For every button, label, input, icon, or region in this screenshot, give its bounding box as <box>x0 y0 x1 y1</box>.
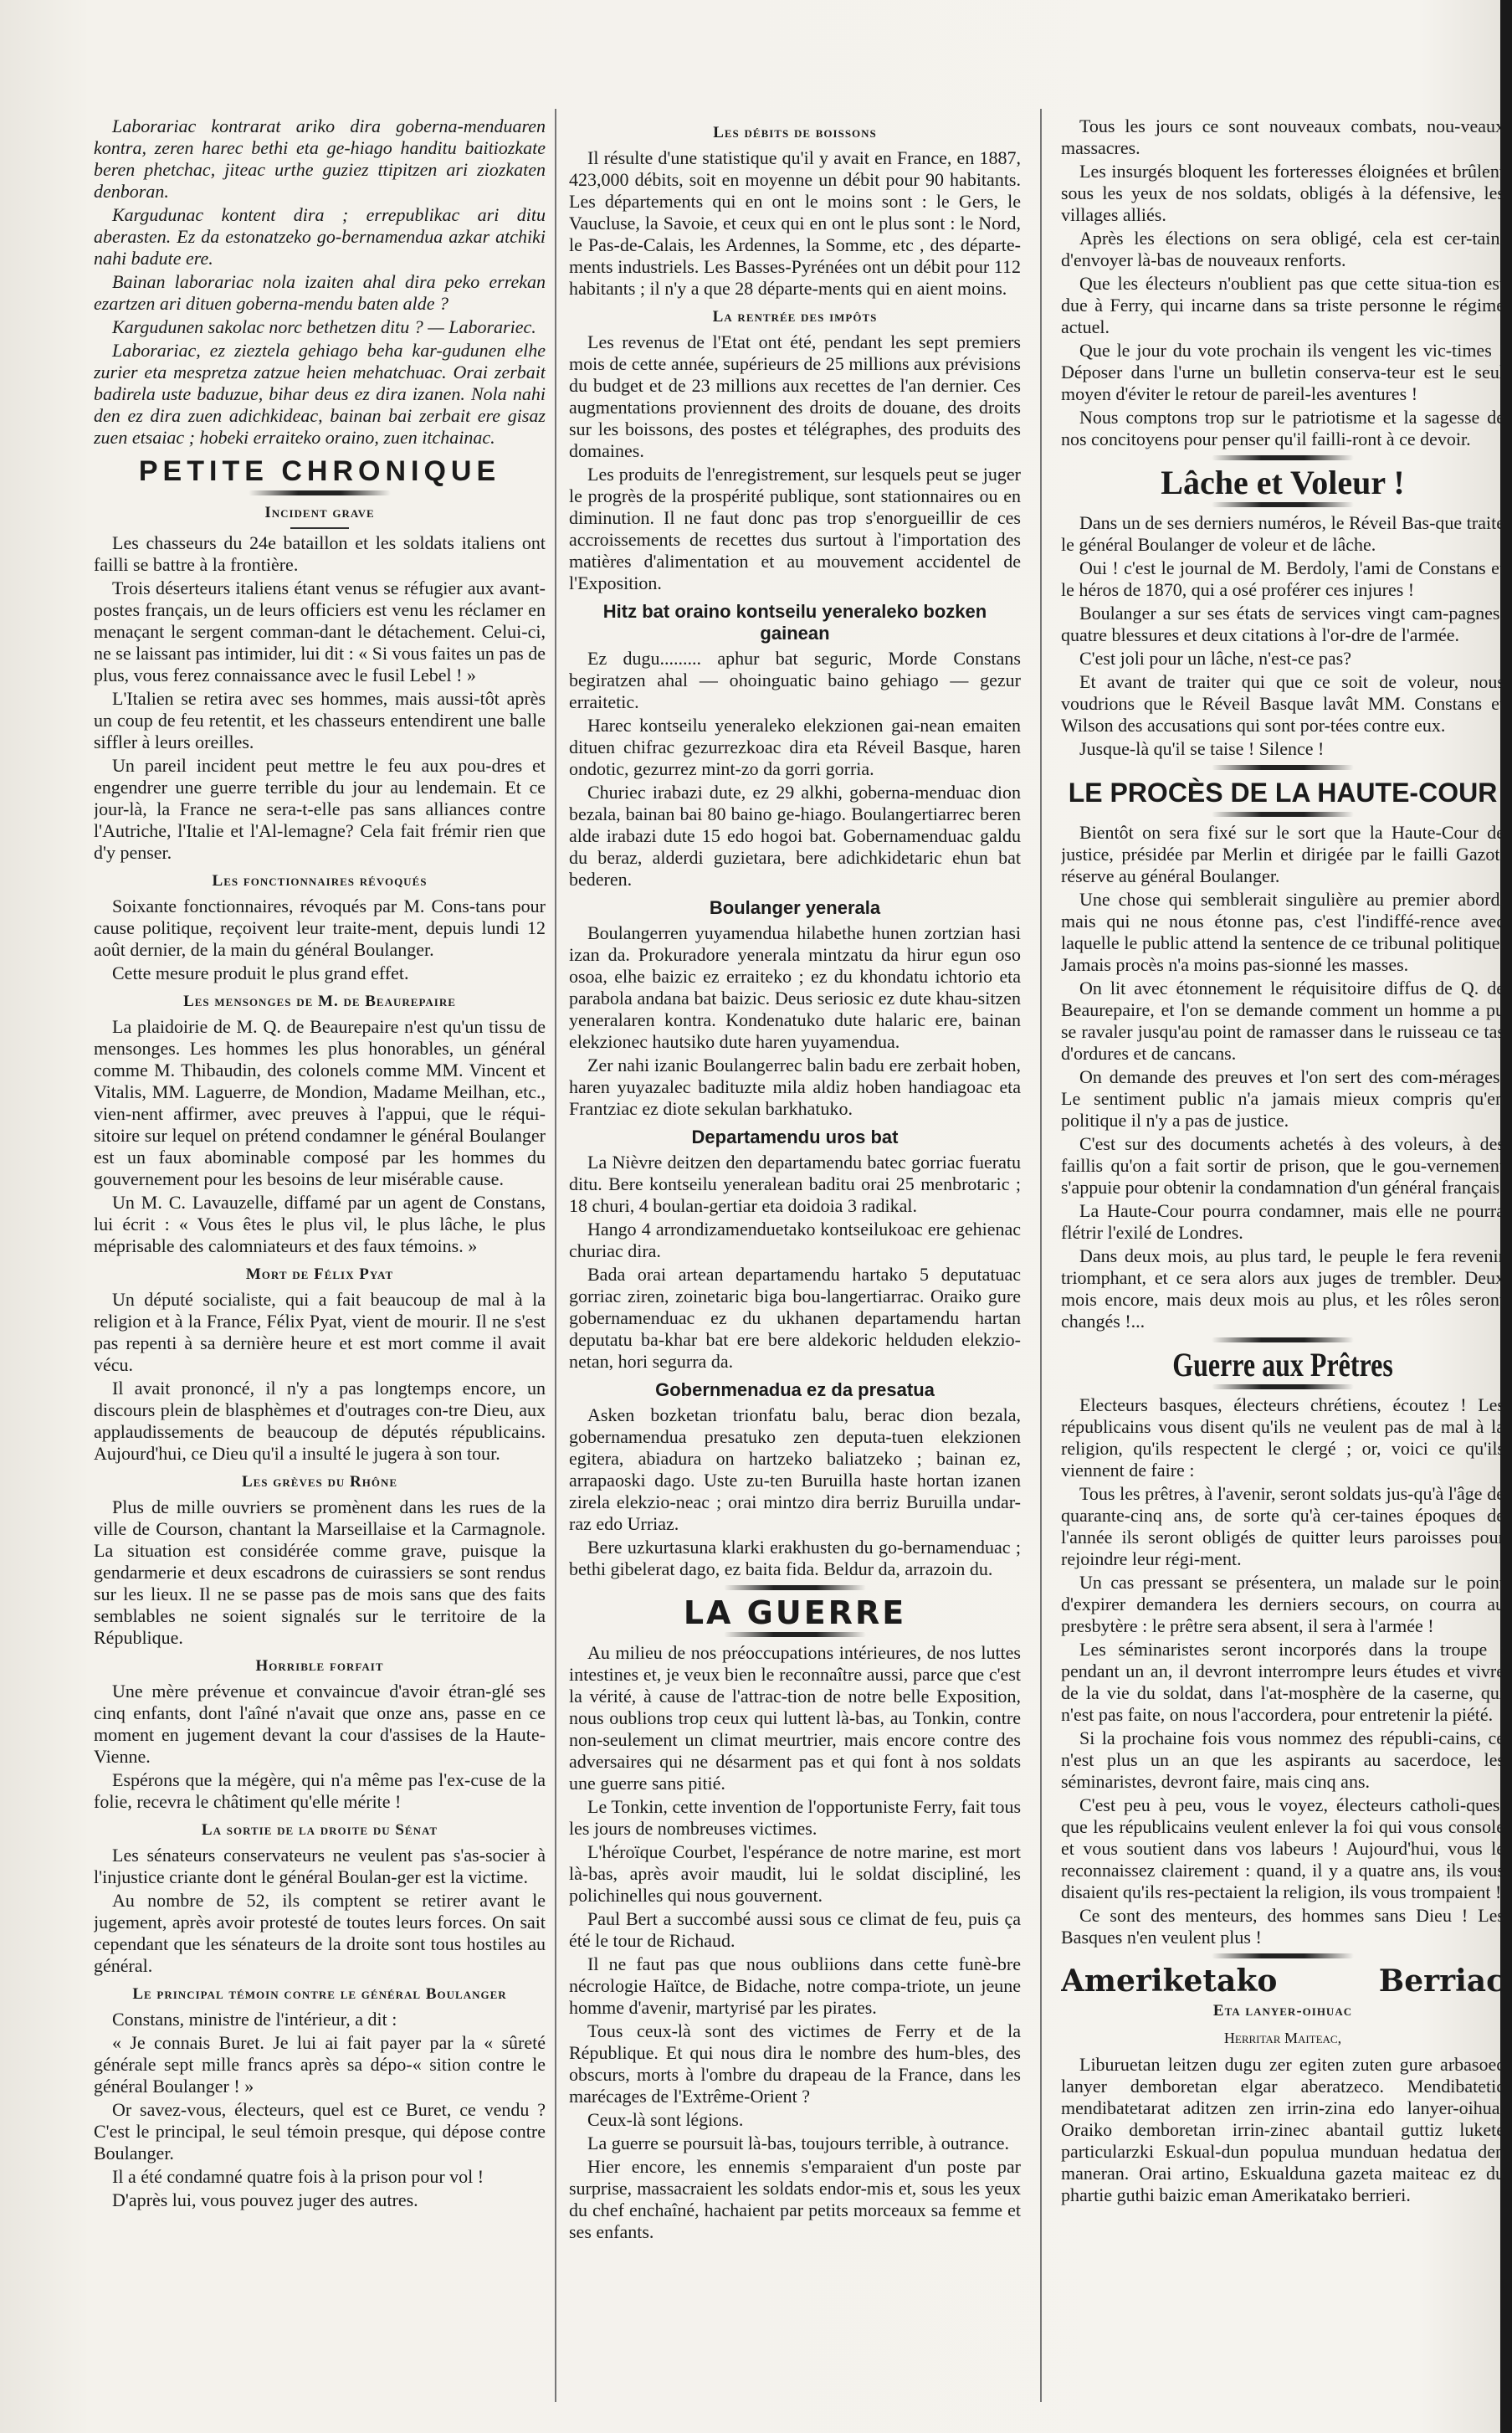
paragraph: Plus de mille ouvriers se promènent dans les rues de la ville de Courson, chantant la Marseillaise et la Carmagnole. La situation est considérée comme grave, puisque la gendarmerie et deux escadrons de cuirassiers se sont rendus sur les lieux. Il ne se passe pas de mois sans que des faits semblables ne soient signalés sur le territoire de la République. <box>94 1496 546 1648</box>
paragraph: On lit avec étonnement le réquisitoire diffus de Q. de Beaurepaire, et l'on se demande comment un homme a pu se ravaler jusqu'au point de ramasser dans le ruisseau ce tas d'ordures et de cancans. <box>1061 978 1504 1064</box>
paragraph: Un M. C. Lavauzelle, diffamé par un agent de Constans, lui écrit : « Vous êtes le plus vil, le plus lâche, le plus méprisable des calomniateurs et des faux témoins. » <box>94 1192 546 1256</box>
paragraph: Constans, ministre de l'intérieur, a dit : <box>112 2009 397 2030</box>
paragraph: Après les élections on sera obligé, cela est cer-tain, d'envoyer là-bas de nouveaux renforts. <box>1061 228 1504 270</box>
article-heading: Le principal témoin contre le général Boulanger <box>132 1985 507 2003</box>
basque-intro-article <box>94 115 546 449</box>
paragraph: Or savez-vous, électeurs, quel est ce Buret, ce vendu ? C'est le principal, le seul témoin presque, qui dépose contre Boulanger. <box>94 2099 546 2164</box>
paragraph: D'après lui, vous pouvez juger des autres. <box>112 2189 418 2210</box>
paragraph: Dans un de ses derniers numéros, le Réveil Bas-que traite le général Boulanger de voleur et de lâche. <box>1061 512 1504 555</box>
paragraph: Hango 4 arrondizamenduetako kontseilukoac ere gehienac churiac dira. <box>569 1219 1021 1261</box>
article-heading: Hitz bat oraino kontseilu yeneraleko bozken gainean <box>602 601 987 644</box>
paragraph: Soixante fonctionnaires, révoqués par M. Cons-tans pour cause politique, reçoivent leur traite-ment, depuis lundi 12 août dernier, de la main du général Boulanger. <box>94 896 546 960</box>
article-heading: Boulanger yenerala <box>709 897 881 918</box>
paragraph: Electeurs basques, électeurs chrétiens, écoutez ! Les républicains vous disent qu'ils ne veulent pas de mal à la religion, qu'ils respectent le clergé ; or, voici ce qu'ils viennent de faire : <box>1061 1394 1504 1481</box>
paragraph: Jusque-là qu'il se taise ! Silence ! <box>1079 738 1325 759</box>
paragraph: Il a été condamné quatre fois à la prison pour vol ! <box>112 2166 484 2187</box>
paragraph: Espérons que la mégère, qui n'a même pas l'ex-cuse de la folie, recevra le châtiment qu'elle mérite ! <box>94 1769 546 1812</box>
column-rule <box>555 109 556 2402</box>
paragraph: L'héroïque Courbet, l'espérance de notre marine, est mort là-bas, après avoir maudit, lui le soldat discipliné, les polichinelles qui nous gouvernent. <box>569 1841 1021 1906</box>
section-divider <box>1212 1953 1354 1958</box>
salutation: Herritar Maiteac, <box>1223 2030 1342 2046</box>
section-divider <box>724 1585 866 1590</box>
divider <box>290 527 349 529</box>
paragraph: Tous les jours ce sont nouveaux combats, nou-veaux massacres. <box>1061 115 1504 158</box>
paragraph: Une chose qui semblerait singulière au premier abord, mais qui ne nous étonne pas, c'est l'indiffé-rence avec laquelle le public attend la sentence de ce tribunal politique. Jamais procès n'a moins pas-sionné les masses. <box>1061 889 1504 975</box>
paragraph: Bainan laborariac nola izaiten ahal dira peko errekan ezartzen ari dituen goberna-mendu baten alde ? <box>94 271 546 314</box>
paragraph: La Haute-Cour pourra condamner, mais elle ne pourra flétrir l'exilé de Londres. <box>1061 1200 1504 1243</box>
paragraph: Bientôt on sera fixé sur le sort que la Haute-Cour de justice, présidée par Merlin et dirigée par le failli Gazot, réserve au général Boulanger. <box>1061 822 1504 886</box>
article-heading: Gobernmenadua ez da presatua <box>655 1379 935 1400</box>
paragraph: Que les électeurs n'oublient pas que cette situa-tion est due à Ferry, qui incarne dans sa triste personne le régime actuel. <box>1061 273 1504 337</box>
paragraph: Liburuetan leitzen dugu zer egiten zuten gure arbasoec lanyer demboretan elgar aberatzeco. Mendibatetic mendibatetarat aditzen zen irrin-zina edo lanyer-oihua. Oraiko demboretan irrin-zinec abantail guttiz lukete particularzki Eskual-dun populua munduan hedatua den maneran. Orai artino, Eskualduna gazeta maiteac ez du phartie guthi baizic eman Amerikatako berrieri. <box>1061 2054 1504 2205</box>
paragraph: Au milieu de nos préoccupations intérieures, de nos luttes intestines et, je veux bien le reconnaître aussi, parce que c'est la vérité, à cause de l'attrac-tion de notre belle Exposition, nous oublions trop ceux qui luttent là-bas, au Tonkin, contre non-seulement un climat meurtrier, mais encore contre des adversaires qui ne désarment pas et qui font à nos soldats une guerre sans pitié. <box>569 1642 1021 1794</box>
section-title-petite-chronique: PETITE CHRONIQUE <box>138 455 501 487</box>
paragraph: Ceux-là sont légions. <box>587 2109 744 2130</box>
article-heading: La rentrée des impôts <box>712 308 878 326</box>
article-heading: Les grèves du Rhône <box>241 1473 398 1491</box>
paragraph: « Je connais Buret. Je lui ai fait payer par la « sûreté générale sept mille francs après sa dépo-« sition contre le général Boulanger ! » <box>94 2032 546 2097</box>
paragraph: Le Tonkin, cette invention de l'opportuniste Ferry, fait tous les jours de nombreuses victimes. <box>569 1796 1021 1839</box>
section-title-guerre-aux-pretres: Guerre aux Prêtres <box>1172 1346 1393 1383</box>
article-heading: La sortie de la droite du Sénat <box>201 1821 438 1839</box>
section-title-la-guerre: LA GUERRE <box>683 1594 907 1631</box>
paragraph: Un cas pressant se présentera, un malade sur le point d'expirer demandera les derniers secours, on courra au presbytère : le prêtre sera absent, il sera à l'armée ! <box>1061 1572 1504 1636</box>
paragraph: C'est joli pour un lâche, n'est-ce pas? <box>1079 648 1351 669</box>
section-divider <box>1212 765 1354 770</box>
paragraph: Si la prochaine fois vous nommez des républi-cains, ce n'est plus un an que les aspirants au sacerdoce, les séminaristes, devront faire, mais cinq ans. <box>1061 1727 1504 1792</box>
paragraph: Harec kontseilu yeneraleko elekzionen gai-nean emaiten dituen chifrac gezurrezkoac dira eta Réveil Basque, haren ondotic, gezurrez mint-zo da gorri gorria. <box>569 715 1021 779</box>
paragraph: Nous comptons trop sur le patriotisme et la sagesse de nos concitoyens pour penser qu'il failli-ront à ce devoir. <box>1061 407 1504 449</box>
article-heading: Incident grave <box>264 504 375 521</box>
paragraph: Les produits de l'enregistrement, sur lesquels peut se juger le progrès de la prospérité publique, sont stationnaires ou en diminution. Il ne faut donc pas trop s'enorgueillir de ces accroissements de recettes dus surtout à l'importation des matières d'alimentation et au mouvement accidentel de l'Exposition. <box>569 464 1021 593</box>
paragraph: Les chasseurs du 24e bataillon et les soldats italiens ont failli se battre à la frontière. <box>94 532 546 575</box>
title-ornament <box>1212 1384 1354 1389</box>
paragraph: Tous ceux-là sont des victimes de Ferry et de la République. Et qui nous dira le nombre des hum-bles, des obscurs, morts à l'ombre du drapeau de la France, dans les marécages de l'Extrême-Orient ? <box>569 2020 1021 2107</box>
article-heading: Departamendu uros bat <box>691 1127 899 1147</box>
paragraph: Les insurgés bloquent les forteresses éloignées et brûlent sous les yeux de nos soldats, obligés à la défensive, les villages alliés. <box>1061 161 1504 225</box>
paragraph: Laborariac, ez zieztela gehiago beha kar-gudunen elhe zurier eta mespretza zatzue heien mehatchuac. Orai zerbait badirela uste baduzue, bihar deus ez dira izanen. Nola nahi den ez dira zuen adichkideac, bainan bai zerbait ere gisaz zuen etsaiac ; hobeki erraiteko oraino, zuen itchainac. <box>94 340 546 448</box>
section-title-lache-et-voleur: Lâche et Voleur ! <box>1161 464 1405 501</box>
paragraph: L'Italien se retira avec ses hommes, mais aussi-tôt après un coup de feu retentit, et les chasseurs entendirent une balle siffler à leurs oreilles. <box>94 688 546 752</box>
paragraph: C'est sur des documents achetés à des voleurs, à des faillis qu'on a fait sortir de prison, que le gou-vernement s'appuie pour obtenir la condamnation d'un général français. <box>1061 1133 1504 1198</box>
paragraph: Boulangerren yuyamendua hilabethe hunen zortzian hasi izan da. Prokuradore yenerala mintzatu da hirur egun oso osoa, elhe baizic ez erraiteko ; ez du khondatu ichtorio eta parabola andana bat baizic. Deus seriosic ez dute khau-sitzen yeneralaren kontra. Kondenatuko dute halaric ere, bainan elekzionec hautsiko dute haren yuyamendua. <box>569 922 1021 1052</box>
paragraph: Il résulte d'une statistique qu'il y avait en France, en 1887, 423,000 débits, soit en moyenne un débit pour 90 habitants. Les départements qui en ont le moins sont : le Gers, le Vaucluse, la Savoie, et ceux qui en ont le plus sont : le Nord, le Pas-de-Calais, les Ardennes, la Somme, etc , des départe-ments industriels. Les Basses-Pyrénées ont un débit pour 112 habitants ; il n'y a que 28 départe-ments qui en aient moins. <box>569 147 1021 299</box>
paragraph: Les revenus de l'Etat ont été, pendant les sept premiers mois de cette année, supérieurs de 25 millions aux prévisions du budget et de 23 millions aux recettes de l'an dernier. Ces augmentations proviennent des droits de douane, des droits sur les boissons, des postes et télégraphes, des produits des domaines. <box>569 331 1021 461</box>
article-heading: Mort de Félix Pyat <box>245 1265 394 1283</box>
paragraph: Les séminaristes seront incorporés dans la troupe ; pendant un an, il devront interrompre leurs études et vivre de la vie du soldat, dans l'at-mosphère de la caserne, qui n'est pas faite, on nous l'accordera, pour entretenir la piété. <box>1061 1639 1504 1725</box>
article-subheading: Eta lanyer-oihuac <box>1212 2002 1353 2020</box>
paragraph: Bada orai artean departamendu hartako 5 deputatuac gorriac ziren, zoinetaric biga bou-langertiarrac. Oraiko gure gobernamenduac ez du ukhanen departamendu hartan deputatu ba-khar bat ere bere aldekoric helduden elekzio-netan, hori segurra da. <box>569 1264 1021 1372</box>
paragraph: Paul Bert a succombé aussi sous ce climat de feu, puis ça été le tour de Richaud. <box>569 1908 1021 1951</box>
section-title-amerikako-berriac: Ameriketako Berriac <box>1061 1963 1504 1999</box>
paragraph: Et avant de traiter qui que ce soit de voleur, nous voudrions que le Réveil Basque lavât MM. Constans et Wilson des accusations qui sont por-tées contre eux. <box>1061 671 1504 736</box>
section-divider <box>1212 1337 1354 1342</box>
paragraph: La plaidoirie de M. Q. de Beaurepaire n'est qu'un tissu de mensonges. Les hommes les plus honorables, un général comme M. Thibaudin, des colonels comme MM. Vincent et Vitalis, MM. Laguerre, de Mondion, Madame Meilhan, etc., vien-nent affirmer, avec preuves à l'appui, que le réqui-sitoire sur lequel on prétend condamner le général Boulanger est un faux abominable composé par les hommes du gouvernement pour les besoins de leur misérable cause. <box>94 1016 546 1189</box>
article-heading: Les débits de boissons <box>713 124 877 141</box>
section-divider <box>1212 455 1354 460</box>
paragraph: Bere uzkurtasuna klarki erakhusten du go-bernamenduac ; bethi gibelerat dago, ez baita fida. Beldur da, arrazoin du. <box>569 1537 1021 1579</box>
paragraph: Un député socialiste, qui a fait beaucoup de mal à la religion et à la France, Félix Pyat, vient de mourir. Il ne s'est pas repenti à sa dernière heure et est mort comme il avait vécu. <box>94 1289 546 1375</box>
paragraph: Il avait prononcé, il n'y a pas longtemps encore, un discours plein de blasphèmes et d'outrages con-tre Dieu, aux applaudissements de beaucoup de députés républicains. Aujourd'hui, ce Dieu qu'il a insulté le jugera à son tour. <box>94 1378 546 1464</box>
paragraph: Ce sont des menteurs, des hommes sans Dieu ! Les Basques n'en veulent plus ! <box>1061 1905 1504 1948</box>
paragraph: Kargudunen sakolac norc bethetzen ditu ? — Laborariec. <box>112 316 536 337</box>
paragraph: Asken bozketan trionfatu balu, berac dion bezala, gobernamendua presatuko zen deputa-tuen elekzionen egitera, abiadura on hartzeko baliatzeko ; bainan ez, arrapaoski dago. Uste zu-ten Buruilla haste hortan izanen zirela elekzio-neac ; orai mintzo dira berriz Buruilla undar-raz edo Urriaz. <box>569 1404 1021 1534</box>
paragraph: Churiec irabazi dute, ez 29 alkhi, goberna-menduac dion bezala, bainan bai 80 baino ge-hiago. Boulangertiarrec beren alde irabazi dute 15 edo hogoi bat. Gobernamenduac galdu du beraz, alderdi guzietara, bere adichkidetaric ehun bat bederen. <box>569 782 1021 890</box>
paragraph: Cette mesure produit le plus grand effet. <box>112 962 409 983</box>
paragraph: La Nièvre deitzen den departamendu batec gorriac fueratu ditu. Bere kontseilu yeneralean baditu orai 25 menbrotaric ; 18 churi, 4 boulan-gertiar eta doidoia 3 radikal. <box>569 1152 1021 1216</box>
paragraph: C'est peu à peu, vous le voyez, électeurs catholi-ques, que les républicains veulent enlever la foi qui vous console et vous soutient dans vos labeurs ! Aujourd'hui, vous le reconnaissez clairement : quand, il y a quatre ans, ils vous disaient qu'ils res-pectaient la religion, ils vous trompaient ! <box>1061 1794 1504 1902</box>
paragraph: Que le jour du vote prochain ils vengent les vic-times ! Déposer dans l'urne un bulletin conserva-teur est le seul moyen d'éviter le retour de pareil-les aventures ! <box>1061 340 1504 404</box>
paragraph: Ez dugu......... aphur bat seguric, Morde Constans begiratzen ahal — ohoinguatic baino gehiago — gezur erraitetic. <box>569 648 1021 712</box>
paragraph: Il ne faut pas que nous oubliions dans cette funè-bre nécrologie Haïtce, de Bidache, notre compa-triote, un jeune homme d'avenir, martyrisé par les pirates. <box>569 1953 1021 2018</box>
paragraph: On demande des preuves et l'on sert des com-mérages. Le sentiment public n'a jamais mieux compris qu'en politique il n'y a pas de justice. <box>1061 1066 1504 1131</box>
column-1 <box>94 115 546 2417</box>
paragraph: Kargudunac kontent dira ; errepublikac ari ditu aberasten. Ez da estonatzeko go-bernamendua azkar atchiki nahi badute ere. <box>94 204 546 269</box>
title-ornament <box>249 490 391 495</box>
title-ornament <box>1212 502 1354 507</box>
column-2 <box>569 115 1021 2417</box>
article-heading: Les fonctionnaires révoqués <box>212 872 428 890</box>
paragraph: Les sénateurs conservateurs ne veulent pas s'as-socier à l'injustice criante dont le général Boulan-ger est la victime. <box>94 1845 546 1887</box>
article-heading: Les mensonges de M. de Beaurepaire <box>183 993 456 1010</box>
section-title-proces-haute-cour: LE PROCÈS DE LA HAUTE-COUR <box>1068 778 1498 808</box>
paragraph: Hier encore, les ennemis s'emparaient d'un poste par surprise, massacraient les soldats endor-mis et, sous les yeux du chef enchaîné, hachaient par petits morceaux sa femme et ses enfants. <box>569 2156 1021 2242</box>
paragraph: Au nombre de 52, ils comptent se retirer avant le jugement, après avoir protesté de toutes leurs forces. On sait cependant que les sénateurs de la droite sont tous hostiles au général. <box>94 1890 546 1976</box>
title-ornament <box>1212 812 1354 817</box>
column-3 <box>1061 115 1504 2417</box>
paragraph: La guerre se poursuit là-bas, toujours terrible, à outrance. <box>587 2133 1009 2153</box>
paragraph: Dans deux mois, au plus tard, le peuple le fera revenir triomphant, et ce sera alors aux juges de trembler. Deux mois encore, mais deux mois au plus, et les rôles seront changés !... <box>1061 1245 1504 1332</box>
article-heading: Horrible forfait <box>255 1657 384 1675</box>
column-rule <box>1040 109 1042 2402</box>
paragraph: Boulanger a sur ses états de services vingt cam-pagnes, quatre blessures et deux citations à l'or-dre de l'armée. <box>1061 603 1504 645</box>
paragraph: Une mère prévenue et convaincue d'avoir étran-glé ses cinq enfants, dont l'aîné n'avait que onze ans, passe en ce moment en jugement devant la cour d'assises de la Haute-Vienne. <box>94 1681 546 1767</box>
title-ornament <box>724 1632 866 1637</box>
paragraph: Trois déserteurs italiens étant venus se réfugier aux avant-postes français, un de leurs officiers est venu les réclamer en menaçant le sergent comman-dant le détachement. Celui-ci, ne se laissant pas intimider, lui dit : « Si vous faites un pas de plus, vous ferez connaissance avec le fusil Lebel ! » <box>94 577 546 685</box>
paragraph: Tous les prêtres, à l'avenir, seront soldats jus-qu'à l'âge de quarante-cinq ans, de sorte qu'à cer-taines époques de l'année ils seront obligés de quitter leurs paroisses pour rejoindre leur régi-ment. <box>1061 1483 1504 1569</box>
paragraph: Oui ! c'est le journal de M. Berdoly, l'ami de Constans et le héros de 1870, qui a osé proférer ces injures ! <box>1061 557 1504 600</box>
paragraph: Un pareil incident peut mettre le feu aux pou-dres et engendrer une guerre terrible du jour au lendemain. Et ce jour-là, la France ne sera-t-elle pas sans alliances contre l'Autriche, l'Italie et l'Al-lemagne? Cela fait frémir rien que d'y penser. <box>94 755 546 863</box>
paragraph: Laborariac kontrarat ariko dira goberna-menduaren kontra, zeren harec bethi eta ge-hiago handitu baitiozkate beren phetchac, jiteac urthe guziez ttipitzen ari ziozkaten denboran. <box>94 115 546 202</box>
paragraph: Zer nahi izanic Boulangerrec balin badu ere zerbait hoben, haren yuyazalec badituzte mila aldiz hoben handiagoac eta Frantziac ez diote sekulan barkhatuko. <box>569 1055 1021 1119</box>
